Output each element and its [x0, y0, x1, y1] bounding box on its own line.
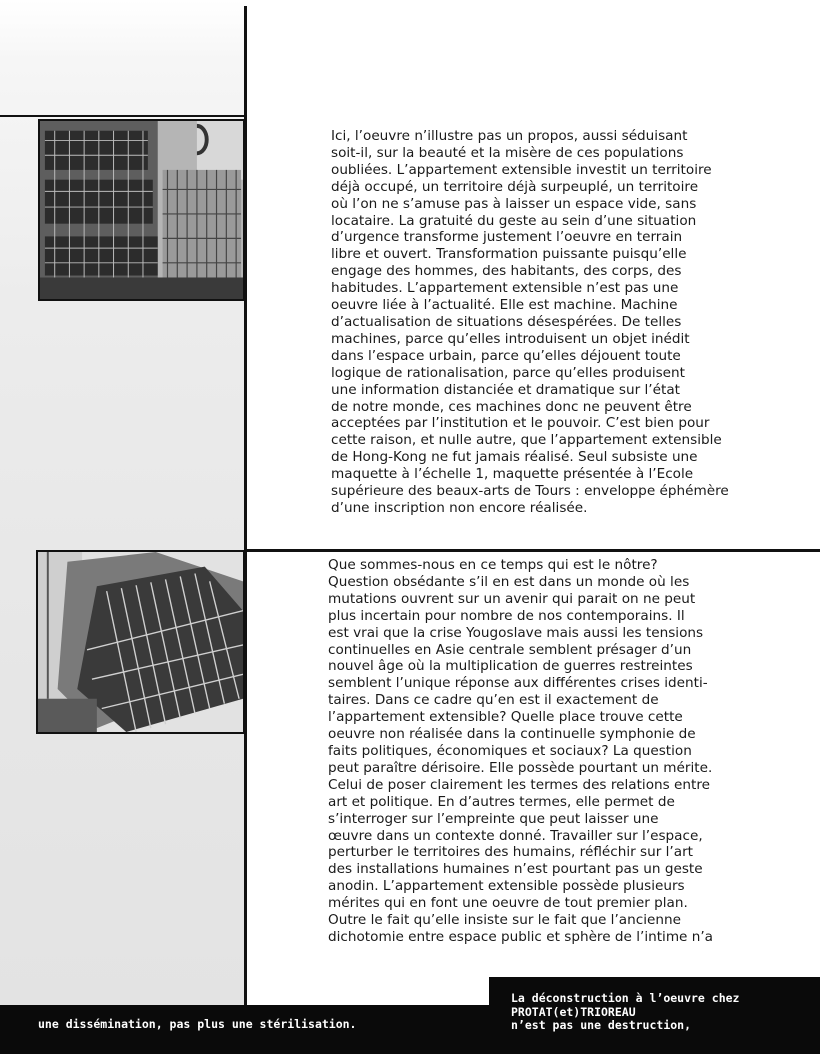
middle-horizontal-rule	[244, 549, 820, 552]
hong-kong-facade-photo	[38, 119, 245, 301]
extensible-apartment-cage-photo	[36, 550, 245, 734]
article-paragraph-1: Ici, l’oeuvre n’illustre pas un propos, aussi séduisant soit-il, sur la beauté et la misère de ces populations oubliées. L’appartement extensible investit un territoire déjà occupé, un territoire déjà surpeuplé, un territoire où l’on ne s’amuse pas à laisser un espace vide, sans locataire. La gratuité du geste au sein d’une situation d’urgence transforme justement l’oeuvre en terrain libre et ouvert. Transformation puissante puisqu’elle engage des hommes, des habitants, des corps, des habitudes. L’appartement extensible n’est pas une oeuvre liée à l’actualité. Elle est machine. Machine d’actualisation de situations désespérées. De telles machines, parce qu’elles introduisent un objet inédit dans l’espace urbain, parce qu’elles déjouent toute logique de rationalisation, parce qu’elles produisent une information distanciée et dramatique sur l’état de notre monde, ces machines donc ne peuvent être acceptées par l’institution et le pouvoir. C’est bien pour cette raison, et nulle autre, que l’appartement extensible de Hong-Kong ne fut jamais réalisé. Seul subsiste une maquette à l’échelle 1, maquette présentée à l’Ecole supérieure des beaux-arts de Tours : enveloppe éphémère d’une inscription non encore réalisée.	[331, 128, 729, 516]
article-paragraph-2: Que sommes-nous en ce temps qui est le nôtre? Question obsédante s’il en est dans un monde où les mutations ouvrent sur un avenir qui parait on ne peut plus incertain pour nombre de nos contemporains. Il est vrai que la crise Yougoslave mais aussi les tensions continuelles en Asie centrale semblent présager d’un nouvel âge où la multiplication de guerres restreintes semblent l’unique réponse aux différentes crises identi- taires. Dans ce cadre qu’en est il exactement de l’appartement extensible? Quelle place trouve cette oeuvre non réalisée dans la continuelle symphonie de faits politiques, économiques et sociaux? La question peut paraître dérisoire. Elle possède pourtant un mérite. Celui de poser clairement les termes des relations entre art et politique. En d’autres termes, elle permet de s’interroger sur l’empreinte que peut laisser une œuvre dans un contexte donné. Travailler sur l’espace, perturber le territoires des humains, réfléchir sur l’art des installations humaines n’est pourtant pas un geste anodin. L’appartement extensible possède plusieurs mérites qui en font une oeuvre de tout premier plan. Outre le fait qu’elle insiste sur le fait que l’ancienne dichotomie entre espace public et sphère de l’intime n’a	[328, 557, 714, 945]
top-horizontal-rule	[0, 115, 247, 117]
footer-text: une dissémination, pas plus une stérilisation.	[38, 1017, 357, 1031]
pull-quote-text: La déconstruction à l’oeuvre chez PROTAT(et)TRIOREAU n’est pas une destruction,	[511, 991, 740, 1032]
